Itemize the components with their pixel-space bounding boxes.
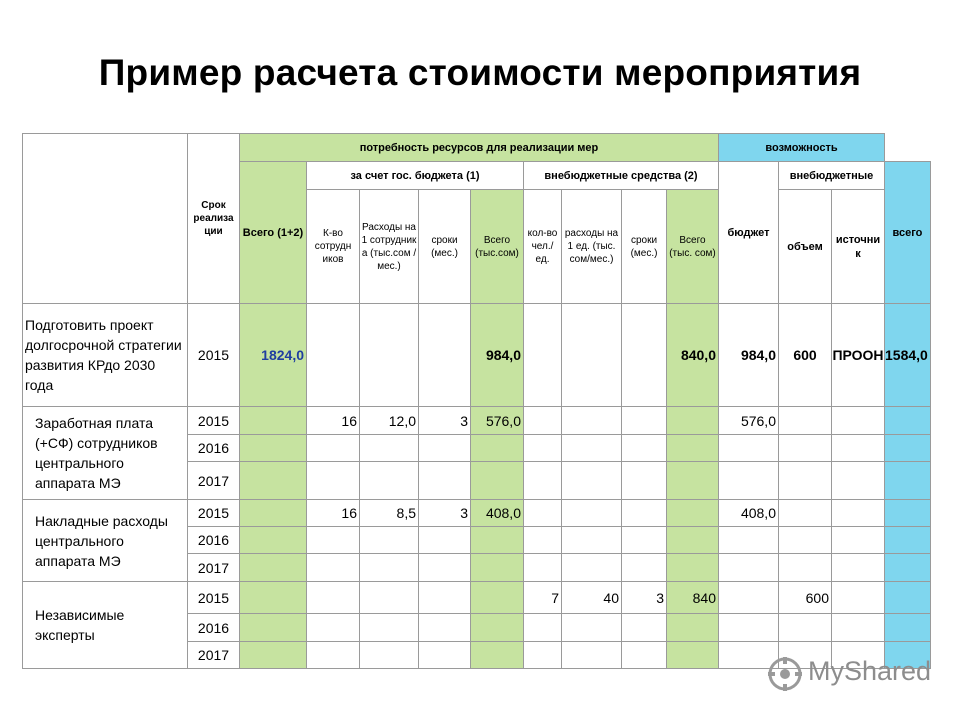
kvo-value: 16 <box>307 500 360 527</box>
header-vsego1: Всего (тыс.сом) <box>471 190 524 304</box>
header-rash2: расходы на 1 ед. (тыс. сом/мес.) <box>562 190 622 304</box>
table-row <box>23 582 931 614</box>
vsego2-value: 840 <box>667 582 719 614</box>
rash-value: 8,5 <box>360 500 419 527</box>
year-cell: 2017 <box>188 642 240 669</box>
header-sroki2: сроки (мес.) <box>622 190 667 304</box>
myshared-logo-icon <box>768 657 802 691</box>
page-title: Пример расчета стоимости мероприятия <box>98 52 862 93</box>
header-kvo: К-во сотрудн иков <box>307 190 360 304</box>
sroki-value: 3 <box>419 407 471 435</box>
header-needs: потребность ресурсов для реализации мер <box>240 134 719 162</box>
header-vsego-total: всего <box>885 162 931 304</box>
header-budget: бюджет <box>719 162 779 304</box>
cost-table <box>22 133 931 669</box>
header-istochnik: источни к <box>832 190 885 304</box>
rash-value: 40 <box>562 582 622 614</box>
header-srok: Срок реализа ции <box>188 134 240 304</box>
year-cell: 2015 <box>188 500 240 527</box>
sroki-value: 3 <box>419 500 471 527</box>
header-rash1: Расходы на 1 сотрудник а (тыс.сом /мес.) <box>360 190 419 304</box>
year-cell: 2017 <box>188 554 240 582</box>
kolvo-value: 7 <box>524 582 562 614</box>
header-blank-cell <box>23 134 188 304</box>
activity-name: Заработная плата (+СФ) сотрудников центрального аппарата МЭ <box>23 407 188 500</box>
year-cell: 2016 <box>188 614 240 642</box>
budget-value: 408,0 <box>719 500 779 527</box>
total-value: 1584,0 <box>885 304 931 407</box>
year-cell: 2015 <box>188 407 240 435</box>
obem-value: 600 <box>779 304 832 407</box>
sroki-value: 3 <box>622 582 667 614</box>
activity-name: Независимые эксперты <box>23 582 188 669</box>
header-vneb2: внебюджетные средства (2) <box>524 162 719 190</box>
header-possibility: возможность <box>719 134 885 162</box>
header-kolvo: кол-во чел./ ед. <box>524 190 562 304</box>
budget-value: 984,0 <box>719 304 779 407</box>
watermark-text: MyShared <box>808 656 932 686</box>
istochnik-value: ПРООН <box>832 304 885 407</box>
rash-value: 12,0 <box>360 407 419 435</box>
header-vsego12: Всего (1+2) <box>240 162 307 304</box>
year-cell: 2016 <box>188 527 240 554</box>
activity-name: Накладные расходы центрального аппарата МЭ <box>23 500 188 582</box>
header-sroki1: сроки (мес.) <box>419 190 471 304</box>
vsego1-value: 576,0 <box>471 407 524 435</box>
table-row <box>23 500 931 527</box>
vsego1-value: 984,0 <box>471 304 524 407</box>
activity-name: Подготовить проект долгосрочной стратегии развития КРдо 2030 года <box>23 304 188 407</box>
year-cell: 2017 <box>188 462 240 500</box>
table-row <box>23 407 931 435</box>
header-row <box>23 134 931 162</box>
header-vnebudget: внебюджетные <box>779 162 885 190</box>
year-cell: 2016 <box>188 435 240 462</box>
year-cell: 2015 <box>188 304 240 407</box>
budget-value: 576,0 <box>719 407 779 435</box>
header-gos: за счет гос. бюджета (1) <box>307 162 524 190</box>
kvo-value: 16 <box>307 407 360 435</box>
header-vsego2: Всего (тыс. сом) <box>667 190 719 304</box>
table-row <box>23 304 931 407</box>
year-cell: 2015 <box>188 582 240 614</box>
header-obem: объем <box>779 190 832 304</box>
vsego1-value: 408,0 <box>471 500 524 527</box>
vsego12-value: 1824,0 <box>240 304 307 407</box>
obem-value: 600 <box>779 582 832 614</box>
vsego2-value: 840,0 <box>667 304 719 407</box>
